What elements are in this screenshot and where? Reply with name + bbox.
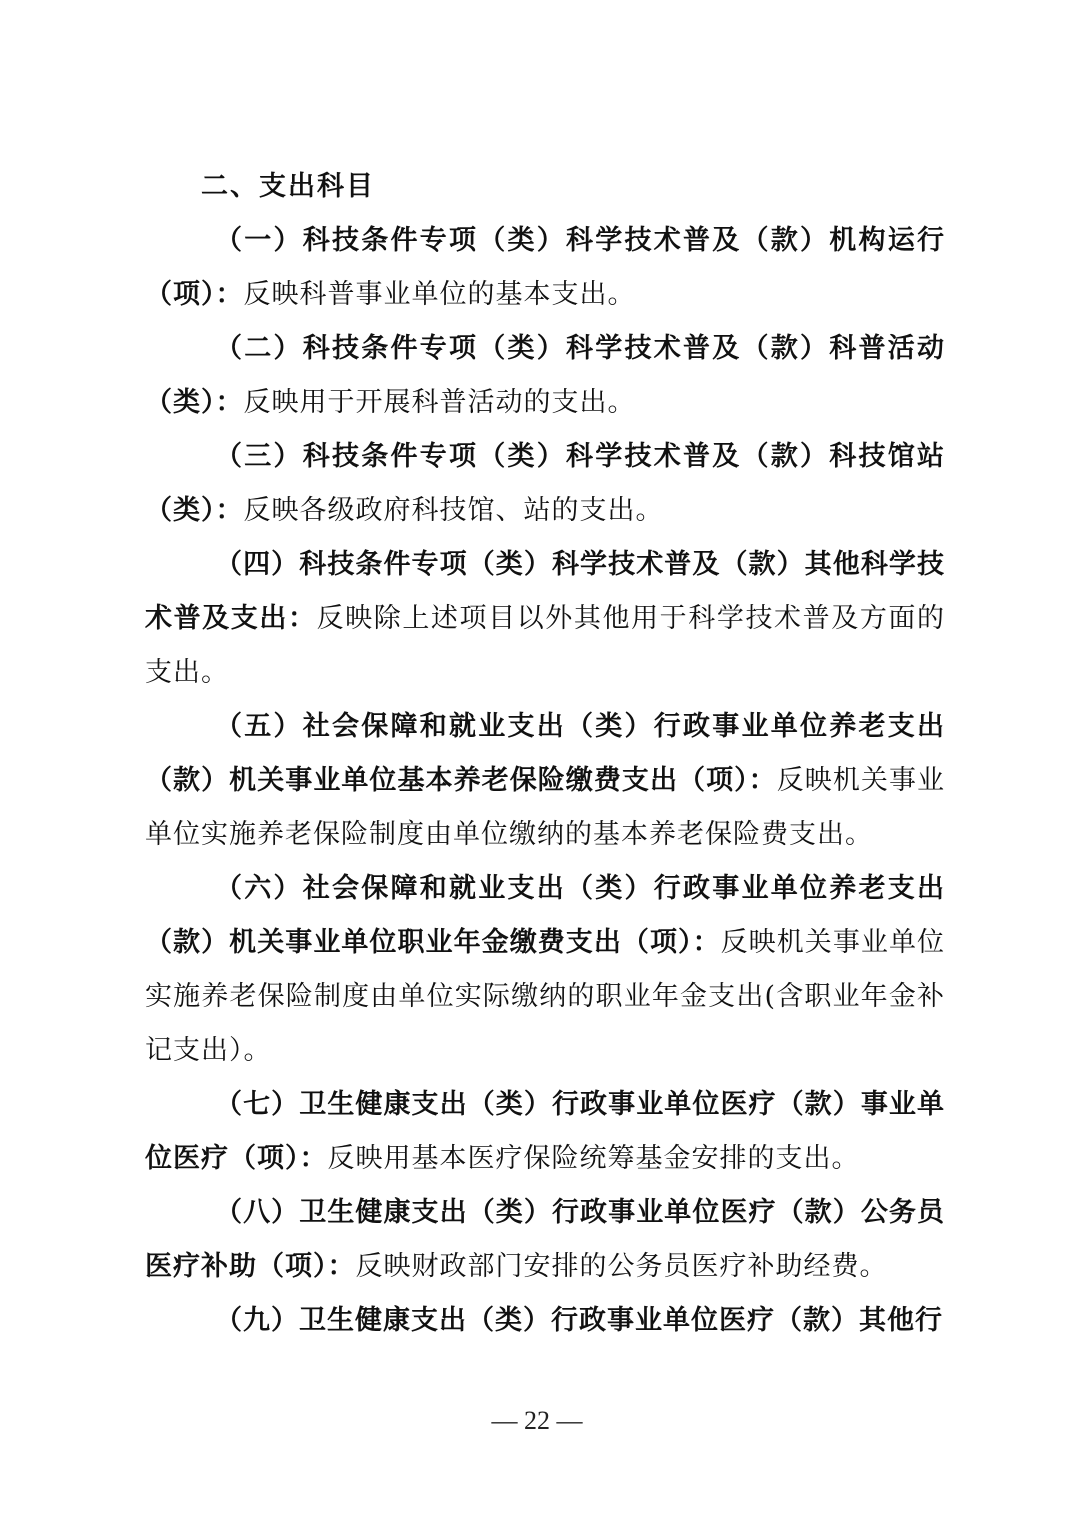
paragraph-5-text: 反映机关事业单位实施养老保险制度由单位缴纳的基本养老保险费支出。 [145, 765, 946, 850]
paragraph-3 [145, 430, 945, 538]
paragraph-2-text: 反映用于开展科普活动的支出。 [243, 387, 636, 418]
paragraph-8-heading: （八）卫生健康支出（类）行政事业单位医疗（款）公务员医疗补助（项）： [145, 1197, 945, 1282]
paragraph-6-heading: （六）社会保障和就业支出（类）行政事业单位养老支出（款）机关事业单位职业年金缴费支出（项）： [145, 873, 945, 958]
paragraph-5-heading: （五）社会保障和就业支出（类）行政事业单位养老支出（款）机关事业单位基本养老保险缴费支出（项）： [145, 711, 945, 796]
paragraph-4-text: 反映除上述项目以外其他用于科学技术普及方面的支出。 [145, 603, 946, 688]
paragraph-4 [145, 538, 945, 700]
paragraph-6-text: 反映机关事业单位实施养老保险制度由单位实际缴纳的职业年金支出(含职业年金补记支出）。 [145, 927, 945, 1066]
paragraph-8-text: 反映财政部门安排的公务员医疗补助经费。 [355, 1251, 888, 1282]
paragraph-1-text: 反映科普事业单位的基本支出。 [243, 279, 636, 310]
page-number: — 22 — [491, 1406, 583, 1435]
paragraph-7-heading: （七）卫生健康支出（类）行政事业单位医疗（款）事业单位医疗（项）： [145, 1089, 945, 1174]
paragraph-5 [145, 700, 945, 862]
paragraph-7 [145, 1078, 945, 1186]
paragraph-3-text: 反映各级政府科技馆、站的支出。 [243, 495, 664, 526]
paragraph-6 [145, 862, 945, 1078]
paragraph-9-heading: （九）卫生健康支出（类）行政事业单位医疗（款）其他行 [215, 1305, 943, 1336]
paragraph-2 [145, 322, 945, 430]
paragraph-1-heading: （一）科技条件专项（类）科学技术普及（款）机构运行（项）： [145, 225, 945, 310]
paragraph-4-heading: （四）科技条件专项（类）科学技术普及（款）其他科学技术普及支出： [145, 549, 945, 634]
section-title: 二、支出科目 [201, 171, 375, 202]
paragraph-8 [145, 1186, 945, 1294]
paragraph-2-heading: （二）科技条件专项（类）科学技术普及（款）科普活动（类）： [145, 333, 945, 418]
paragraph-1 [145, 214, 945, 322]
paragraph-7-text: 反映用基本医疗保险统筹基金安排的支出。 [327, 1143, 860, 1174]
document-body [145, 160, 945, 1348]
paragraph-3-heading: （三）科技条件专项（类）科学技术普及（款）科技馆站（类）： [145, 441, 945, 526]
paragraph-9 [145, 1294, 945, 1348]
